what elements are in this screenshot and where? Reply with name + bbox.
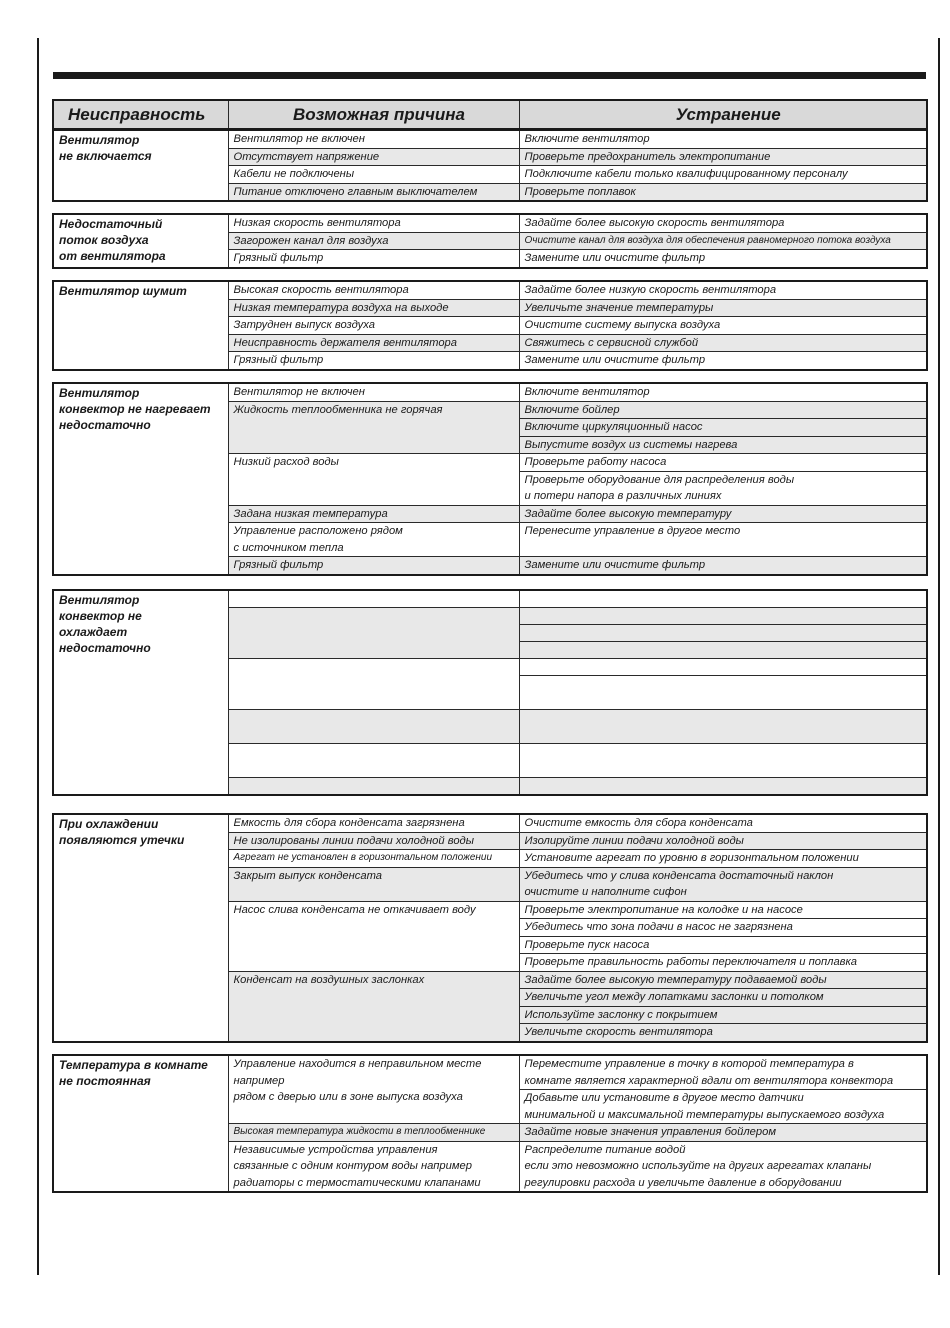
cause-cell-empty [228, 778, 519, 796]
section-not-cooling [52, 589, 928, 796]
fix-cell: Переместите управление в точку в которой температура в комнате является характерной вдали от вентилятора конвектора [519, 1055, 927, 1090]
fix-cell: Включите вентилятор [519, 383, 927, 401]
cause-cell: Затруднен выпуск воздуха [228, 317, 519, 335]
cause-cell: Высокая скорость вентилятора [228, 281, 519, 299]
left-margin-line [37, 38, 39, 1275]
col-header-cause: Возможная причина [228, 100, 519, 129]
section-fan-not-on [52, 129, 928, 202]
issue-label: Вентилятор шумит [53, 281, 228, 370]
cause-cell: Емкость для сбора конденсата загрязнена [228, 814, 519, 832]
fix-cell: Свяжитесь с сервисной службой [519, 334, 927, 352]
cause-cell: Кабели не подключены [228, 166, 519, 184]
fix-cell: Убедитесь что зона подачи в насос не загрязнена [519, 919, 927, 937]
cause-cell: Грязный фильтр [228, 250, 519, 268]
fix-cell-empty [519, 608, 927, 625]
issue-label: Недостаточный поток воздуха от вентилятора [53, 214, 228, 268]
cause-cell-empty [228, 590, 519, 608]
cause-cell: Закрыт выпуск конденсата [228, 867, 519, 901]
cause-cell: Вентилятор не включен [228, 130, 519, 148]
fix-cell: Выпустите воздух из системы нагрева [519, 436, 927, 454]
col-header-issue: Неисправность [53, 100, 228, 129]
fix-cell: Задайте новые значения управления бойлером [519, 1124, 927, 1142]
cause-cell: Низкий расход воды [228, 454, 519, 506]
fix-cell: Замените или очистите фильтр [519, 557, 927, 575]
cause-cell-empty [228, 608, 519, 659]
fix-cell-empty [519, 590, 927, 608]
col-header-fix: Устранение [519, 100, 927, 129]
cause-cell: Управление находится в неправильном месте например рядом с дверью или в зоне выпуска воздуха [228, 1055, 519, 1124]
header-bar [53, 72, 926, 79]
fix-cell: Включите циркуляционный насос [519, 419, 927, 437]
section-low-airflow [52, 213, 928, 269]
issue-label: При охлаждении появляются утечки [53, 814, 228, 1042]
cause-cell: Загорожен канал для воздуха [228, 232, 519, 250]
fix-cell: Включите бойлер [519, 401, 927, 419]
fix-cell: Замените или очистите фильтр [519, 250, 927, 268]
fix-cell: Проверьте пуск насоса [519, 936, 927, 954]
fix-cell: Используйте заслонку с покрытием [519, 1006, 927, 1024]
fix-cell: Замените или очистите фильтр [519, 352, 927, 370]
cause-cell: Независимые устройства управления связанные с одним контуром воды например радиаторы с термостатическими клапанами [228, 1141, 519, 1192]
cause-cell: Низкая скорость вентилятора [228, 214, 519, 232]
cause-cell: Грязный фильтр [228, 557, 519, 575]
issue-label: Температура в комнате не постоянная [53, 1055, 228, 1192]
fix-cell: Задайте более высокую температуру [519, 505, 927, 523]
section-room-temperature [52, 1054, 928, 1193]
cause-cell-empty [228, 744, 519, 778]
cause-cell: Насос слива конденсата не откачивает воду [228, 901, 519, 971]
fix-cell: Проверьте электропитание на колодке и на насосе [519, 901, 927, 919]
fix-cell: Увеличьте скорость вентилятора [519, 1024, 927, 1042]
issue-label: Вентилятор не включается [53, 130, 228, 201]
fix-cell: Проверьте правильность работы переключателя и поплавка [519, 954, 927, 972]
fix-cell: Увеличьте значение температуры [519, 299, 927, 317]
fix-cell-empty [519, 710, 927, 744]
fix-cell-empty [519, 659, 927, 676]
cause-cell: Питание отключено главным выключателем [228, 183, 519, 201]
cause-cell: Грязный фильтр [228, 352, 519, 370]
cause-cell: Отсутствует напряжение [228, 148, 519, 166]
fix-cell: Проверьте работу насоса [519, 454, 927, 472]
section-leaks [52, 813, 928, 1043]
fix-cell: Установите агрегат по уровню в горизонтальном положении [519, 850, 927, 868]
cause-cell: Высокая температура жидкости в теплообменнике [228, 1124, 519, 1142]
cause-cell: Не изолированы линии подачи холодной воды [228, 832, 519, 850]
fix-cell: Изолируйте линии подачи холодной воды [519, 832, 927, 850]
fix-cell: Проверьте оборудование для распределения воды и потери напора в различных линиях [519, 471, 927, 505]
fix-cell: Очистите канал для воздуха для обеспечения равномерного потока воздуха [519, 232, 927, 250]
cause-cell: Задана низкая температура [228, 505, 519, 523]
cause-cell: Вентилятор не включен [228, 383, 519, 401]
cause-cell: Жидкость теплообменника не горячая [228, 401, 519, 454]
fix-cell-empty [519, 625, 927, 642]
fix-cell: Проверьте предохранитель электропитание [519, 148, 927, 166]
fix-cell-empty [519, 642, 927, 659]
fix-cell: Задайте более низкую скорость вентилятора [519, 281, 927, 299]
fix-cell-empty [519, 676, 927, 710]
fix-cell: Задайте более высокую скорость вентилятора [519, 214, 927, 232]
cause-cell-empty [228, 710, 519, 744]
fix-cell: Очистите емкость для сбора конденсата [519, 814, 927, 832]
issue-label: Вентилятор конвектор не нагревает недостаточно [53, 383, 228, 575]
fix-cell: Убедитесь что у слива конденсата достаточный наклон очистите и наполните сифон [519, 867, 927, 901]
cause-cell: Низкая температура воздуха на выходе [228, 299, 519, 317]
fix-cell: Очистите систему выпуска воздуха [519, 317, 927, 335]
header-table [52, 99, 928, 130]
section-not-heating [52, 382, 928, 576]
section-fan-noisy [52, 280, 928, 371]
fix-cell: Увеличьте угол между лопатками заслонки и потолком [519, 989, 927, 1007]
fix-cell-empty [519, 778, 927, 796]
cause-cell-empty [228, 659, 519, 710]
fix-cell: Добавьте или установите в другое место датчики минимальной и максимальной температуры выпускаемого воздуха [519, 1090, 927, 1124]
issue-label: Вентилятор конвектор не охлаждает недостаточно [53, 590, 228, 795]
cause-cell: Управление расположено рядом с источником тепла [228, 523, 519, 557]
fix-cell-empty [519, 744, 927, 778]
fix-cell: Задайте более высокую температуру подаваемой воды [519, 971, 927, 989]
cause-cell: Агрегат не установлен в горизонтальном положении [228, 850, 519, 868]
cause-cell: Неисправность держателя вентилятора [228, 334, 519, 352]
fix-cell: Проверьте поплавок [519, 183, 927, 201]
fix-cell: Распределите питание водой если это невозможно используйте на других агрегатах клапаны регулировки расхода и увеличьте давление в оборудовании [519, 1141, 927, 1192]
right-margin-line [938, 38, 940, 1275]
fix-cell: Включите вентилятор [519, 130, 927, 148]
cause-cell: Конденсат на воздушных заслонках [228, 971, 519, 1042]
fix-cell: Подключите кабели только квалифицированному персоналу [519, 166, 927, 184]
fix-cell: Перенесите управление в другое место [519, 523, 927, 557]
